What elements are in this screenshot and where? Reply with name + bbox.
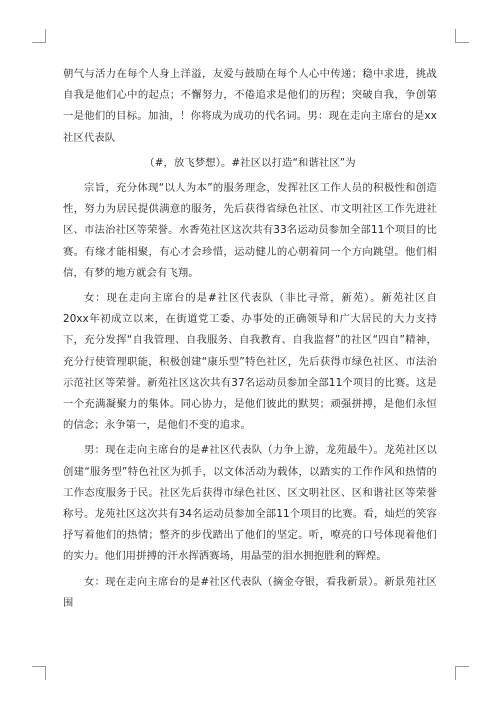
paragraph: 朝气与活力在每个人身上洋溢，友爱与鼓励在每个人心中传递；稳中求进，挑战自我是他们心中的起点；不懈努力，不倦追求是他们的历程；突破自我，争创第一是他们的目标。加油，！你将成为成功的代名词。男：现在走向主席台的是xx社区代表队 bbox=[63, 68, 437, 144]
paragraph: 女：现在走向主席台的是#社区代表队（非比寻常，新苑）。新苑社区自20xx年初成立以来，在街道党工委、办事处的正确领导和广大居民的大力支持下，充分发挥“自我管理、自我服务、自我教育、自我监督”的社区“四自”精神，充分行使管理职能，积极创建“康乐型”特色社区，先后获得市绿色社区、市法治示范社区等荣誉。新苑社区这次共有37名运动员参加全部11个项目的比赛。这是一个充满凝聚力的集体。同心协力，是他们彼此的默契；顽强拼搏，是他们永恒的信念；永争第一，是他们不变的追求。 bbox=[63, 292, 437, 432]
page-body bbox=[63, 64, 437, 618]
paragraph: 女：现在走向主席台的是#社区代表队（摘金夺银，看我新景）。新景苑社区围 bbox=[63, 575, 437, 609]
paragraph: （#，放飞梦想）。#社区以打造“和谐社区”为 bbox=[144, 156, 356, 169]
paragraph: 男：现在走向主席台的是#社区代表队（力争上游，龙苑最牛）。龙苑社区以创建“服务型”特色社区为抓手，以文体活动为载体，以踏实的工作作风和热情的工作态度服务于民。社区先后获得市绿色社区、区文明社区、区和谐社区等荣誉称号。龙苑社区这次共有34名运动员参加全部11个项目的比赛。看，灿烂的笑容抒写着他们的热情；整齐的步伐踏出了他们的坚定。听，嘹亮的口号体现着他们的实力。他们用拼搏的汗水挥洒赛场，用晶莹的泪水拥抱胜利的辉煌。 bbox=[63, 444, 437, 563]
crop-mark-bottom-left bbox=[32, 666, 46, 680]
paragraph: 宗旨，充分体现“以人为本”的服务理念，发挥社区工作人员的积极性和创造性，努力为居民提供满意的服务，先后获得省绿色社区、市文明社区工作先进社区、市法治社区等荣誉。水香苑社区这次共有33名运动员参加全部11个项目的比赛。有缘才能相聚，有心才会珍惜，运动健儿的心朝着同一个方向跳望。他们相信，有梦的地方就会有飞翔。 bbox=[63, 182, 437, 279]
crop-mark-bottom-right bbox=[455, 666, 469, 680]
crop-mark-top-right bbox=[455, 29, 469, 43]
crop-mark-top-left bbox=[32, 29, 46, 43]
